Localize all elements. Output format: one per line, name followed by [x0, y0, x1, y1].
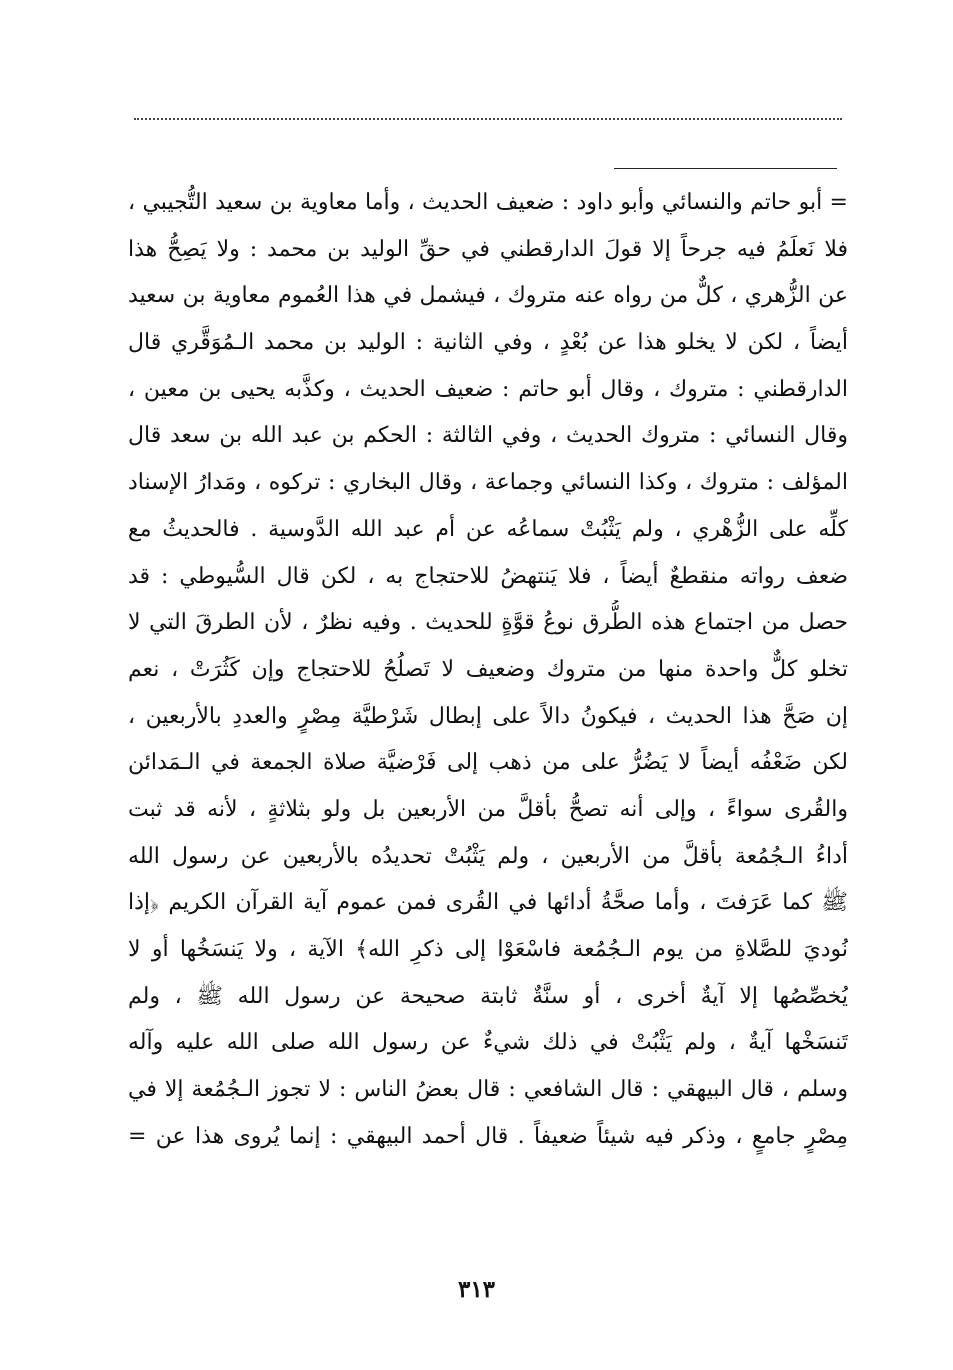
footnote-line: إن صَحَّ هذا الحديث ، فيكونُ دالاً على إبطال شَرْطيَّة مِصْرٍ والعددِ بالأربعين ، [128, 703, 848, 729]
footnote-line: الدارقطني : متروك ، وقال أبو حاتم : ضعيف الحديث ، وكذَّبه يحيى بن معين ، [128, 376, 848, 402]
footnote-line: ﷺ كما عَرَفتَ ، وأما صحَّةُ أدائها في القُرى فمن عموم آية القرآن الكريم ﴿إذا [128, 890, 848, 916]
top-dotted-rule [134, 118, 842, 120]
footnote-line: وقال النسائي : متروك الحديث ، وفي الثالثة : الحكم بن عبد الله بن سعد قال [128, 423, 848, 449]
footnote-line: والقُرى سواءً ، وإلى أنه تصحُّ بأقلَّ من الأربعين بل ولو بثلاثةٍ ، لأنه قد ثبت [128, 796, 848, 822]
footnote-line: يُخصِّصُها إلا آيةٌ أخرى ، أو سنَّةٌ ثابتة صحيحة عن رسول الله ﷺ ، ولم [128, 983, 848, 1009]
footnote-line: تخلو كلٌّ واحدة منها من متروك وضعيف لا تَصلُحُ للاحتجاج وإن كَثُرَتْ ، نعم [128, 656, 848, 682]
footnote-line: فلا نَعلَمُ فيه جرحاً إلا قولَ الدارقطني في حقِّ الوليد بن محمد : ولا يَصِحُّ هذا [128, 236, 848, 262]
footnote-line: المؤلف : متروك ، وكذا النسائي وجماعة ، وقال البخاري : تركوه ، ومَدارُ الإسناد [128, 470, 848, 496]
footnote-line: تَنسَخْها آيةٌ ، ولم يَثْبُتْ في ذلك شيءٌ عن رسول الله صلى الله عليه وآله [128, 1030, 848, 1056]
page-number: ٣١٣ [457, 1276, 496, 1303]
footnote-line: = أبو حاتم والنسائي وأبو داود : ضعيف الحديث ، وأما معاوية بن سعيد التُّجيبي ، [128, 190, 848, 215]
footnote-separator-rule [614, 168, 837, 169]
footnote-line: لكن ضَعْفُه أيضاً لا يَضُرُّ على من ذهب إلى فَرْضيَّة صلاة الجمعة في الـمَدائن [128, 750, 848, 776]
footnote-line: حصل من اجتماع هذه الطُّرق نوعُ قوَّةٍ للحديث . وفيه نظرٌ ، لأن الطرقَ التي لا [128, 610, 848, 636]
footnote-line: نُوديَ للصَّلاةِ من يوم الـجُمُعة فاسْعَوْا إلى ذكرِ الله﴾ الآية ، ولا يَنسَخُها أو لا [128, 937, 848, 962]
footnote-text [128, 180, 848, 1160]
footnote-line: عن الزُّهري ، كلٌّ من رواه عنه متروك ، فيشمل في هذا العُموم معاوية بن سعيد [128, 283, 848, 309]
footnote-line: ضعف رواته منقطعٌ أيضاً ، فلا يَنتهضُ للاحتجاج به ، لكن قال السُّيوطي : قد [128, 563, 848, 589]
footnote-line: أداءُ الـجُمُعة بأقلَّ من الأربعين ، ولم يَثْبُتْ تحديدُه بالأربعين عن رسول الله [128, 843, 848, 869]
footnote-line: أيضاً ، لكن لا يخلو هذا عن بُعْدٍ ، وفي الثانية : الوليد بن محمد الـمُوَقَّري قال [128, 330, 848, 356]
footnote-line: كلِّه على الزُّهْري ، ولم يَثْبُتْ سماعُه عن أم عبد الله الدَّوسية . فالحديثُ مع [128, 516, 848, 542]
footnote-line: وسلم ، قال البيهقي : قال الشافعي : قال بعضُ الناس : لا تجوز الـجُمُعة إلا في [128, 1077, 848, 1103]
footnote-line: مِصْرٍ جامعٍ ، وذكر فيه شيئاً ضعيفاً . قال أحمد البيهقي : إنما يُروى هذا عن = [128, 1123, 848, 1149]
